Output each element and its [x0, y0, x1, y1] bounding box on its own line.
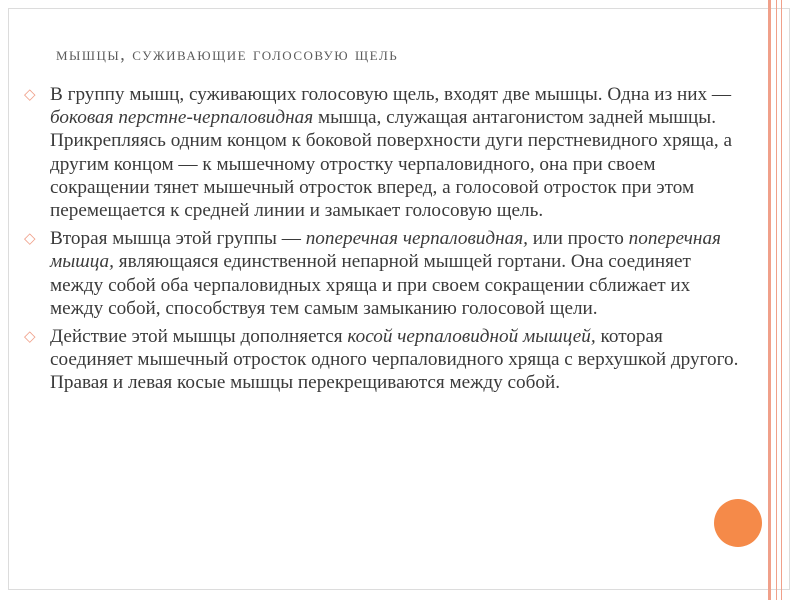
paragraph-2-term-2: поперечная мышца, — [50, 228, 721, 273]
accent-rule-thin-outer — [781, 0, 782, 600]
diamond-bullet-icon: ◇ — [24, 229, 36, 248]
paragraph-2-text-3: являющаяся единственной непарной мышцей гортани. Она соединяет между собой оба черпаловидных хряща и при своем сокращении сближает их между собой, способствуя тем самым замыканию голосовой щели. — [50, 251, 691, 319]
paragraph-1-term-1: боковая перстне-черпаловидная — [50, 107, 314, 129]
paragraph-3-text-2: которая соединяет мышечный отросток одного черпаловидного хряща с верхушкой другого. Правая и левая косые мышцы перекрещиваются между собой. — [50, 326, 739, 394]
paragraph-2-text-1: Вторая мышца этой группы — — [50, 228, 306, 250]
paragraph-1-text-2: мышца, служащая антагонистом задней мышцы. Прикрепляясь одним концом к боковой поверхности дуги перстневидного хряща, а другим концом — к мышечному отростку черпаловидного, она при своем сокращении тянет мышечный отросток вперед, а голосовой отросток при этом перемещается к средней линии и замыкает голосовую щель. — [50, 107, 732, 222]
slide-body — [18, 83, 748, 400]
orange-circle-decoration — [714, 499, 762, 547]
paragraph-1-text-1: В группу мышц, суживающих голосовую щель, входят две мышцы. Одна из них — — [50, 84, 732, 105]
paragraph-1 — [18, 83, 748, 222]
diamond-bullet-icon: ◇ — [24, 85, 36, 103]
paragraph-3-term-1: косой черпаловидной мышцей, — [347, 326, 596, 348]
paragraph-2-term-1: поперечная черпаловидная, — [305, 228, 528, 250]
diamond-bullet-icon: ◇ — [24, 327, 36, 346]
paragraph-2 — [18, 227, 748, 320]
slide-title: мышцы, суживающие голосовую щель — [56, 44, 399, 64]
paragraph-3 — [18, 325, 748, 395]
accent-rule-thick — [768, 0, 771, 600]
accent-rule-thin — [776, 0, 777, 600]
paragraph-2-text-2: или просто — [527, 228, 629, 250]
paragraph-3-text-1: Действие этой мышцы дополняется — [50, 326, 348, 348]
